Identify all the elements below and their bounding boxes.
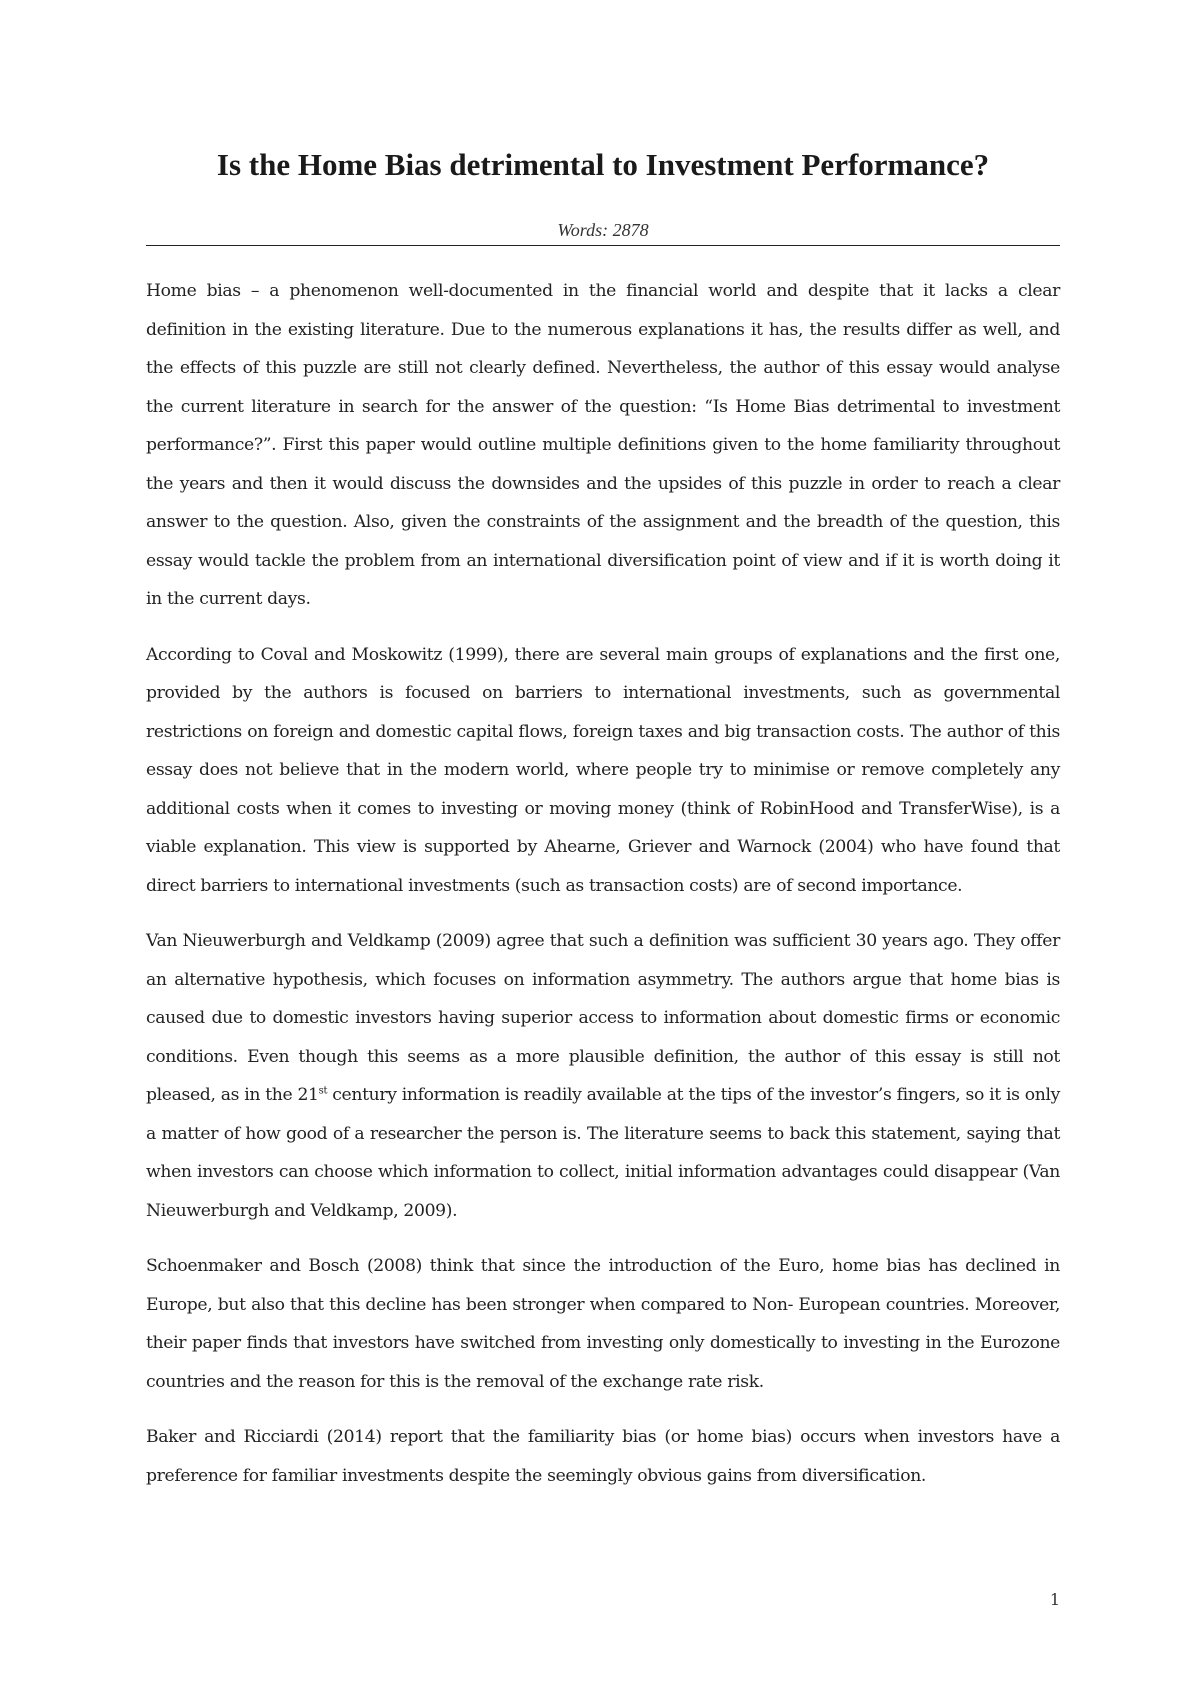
body-paragraph-5: Baker and Ricciardi (2014) report that the familiarity bias (or home bias) occurs when investors have a preference for familiar investments despite the seemingly obvious gains from diversification. bbox=[146, 1427, 1060, 1486]
body-paragraph-3 bbox=[146, 922, 1060, 1230]
paragraph-3-text-after-superscript: century information is readily available at the tips of the investor’s fingers, so it is only a matter of how good of a researcher the person is. The literature seems to back this statement, saying that when investors can choose which information to collect, initial information advantages could disappear (Van Nieuwerburgh and Veldkamp, 2009). bbox=[146, 1085, 1060, 1221]
body-paragraph-4: Schoenmaker and Bosch (2008) think that since the introduction of the Euro, home bias has declined in Europe, but also that this decline has been stronger when compared to Non- European countries. Moreover, their paper finds that investors have switched from investing only domestically to investing in the Eurozone countries and the reason for this is the removal of the exchange rate risk. bbox=[146, 1256, 1060, 1392]
body-paragraph-2: According to Coval and Moskowitz (1999), there are several main groups of explanations and the first one, provided by the authors is focused on barriers to international investments, such as governmental restrictions on foreign and domestic capital flows, foreign taxes and big transaction costs. The author of this essay does not believe that in the modern world, where people try to minimise or remove completely any additional costs when it comes to investing or moving money (think of RobinHood and TransferWise), is a viable explanation. This view is supported by Ahearne, Griever and Warnock (2004) who have found that direct barriers to international investments (such as transaction costs) are of second importance. bbox=[146, 644, 1060, 896]
ordinal-superscript: st bbox=[318, 1085, 328, 1097]
word-count: Words: 2878 bbox=[557, 220, 649, 240]
body-paragraph-1: Home bias – a phenomenon well-documented in the financial world and despite that it lacks a clear definition in the existing literature. Due to the numerous explanations it has, the results differ as well, and the effects of this puzzle are still not clearly defined. Nevertheless, the author of this essay would analyse the current literature in search for the answer of the question: “Is Home Bias detrimental to investment performance?”. First this paper would outline multiple definitions given to the home familiarity throughout the years and then it would discuss the downsides and the upsides of this puzzle in order to reach a clear answer to the question. Also, given the constraints of the assignment and the breadth of the question, this essay would tackle the problem from an international diversification point of view and if it is worth doing it in the current days. bbox=[146, 281, 1060, 609]
document-body bbox=[146, 272, 1060, 1512]
title-divider bbox=[146, 245, 1060, 246]
document-title: Is the Home Bias detrimental to Investment Performance? bbox=[216, 147, 990, 182]
page-number: 1 bbox=[1049, 1590, 1060, 1609]
paragraph-3-text-before-superscript: Van Nieuwerburgh and Veldkamp (2009) agree that such a definition was sufficient 30 years ago. They offer an alternative hypothesis, which focuses on information asymmetry. The authors argue that home bias is caused due to domestic investors having superior access to information about domestic firms or economic conditions. Even though this seems as a more plausible definition, the author of this essay is still not pleased, as in the 21 bbox=[146, 931, 1060, 1105]
